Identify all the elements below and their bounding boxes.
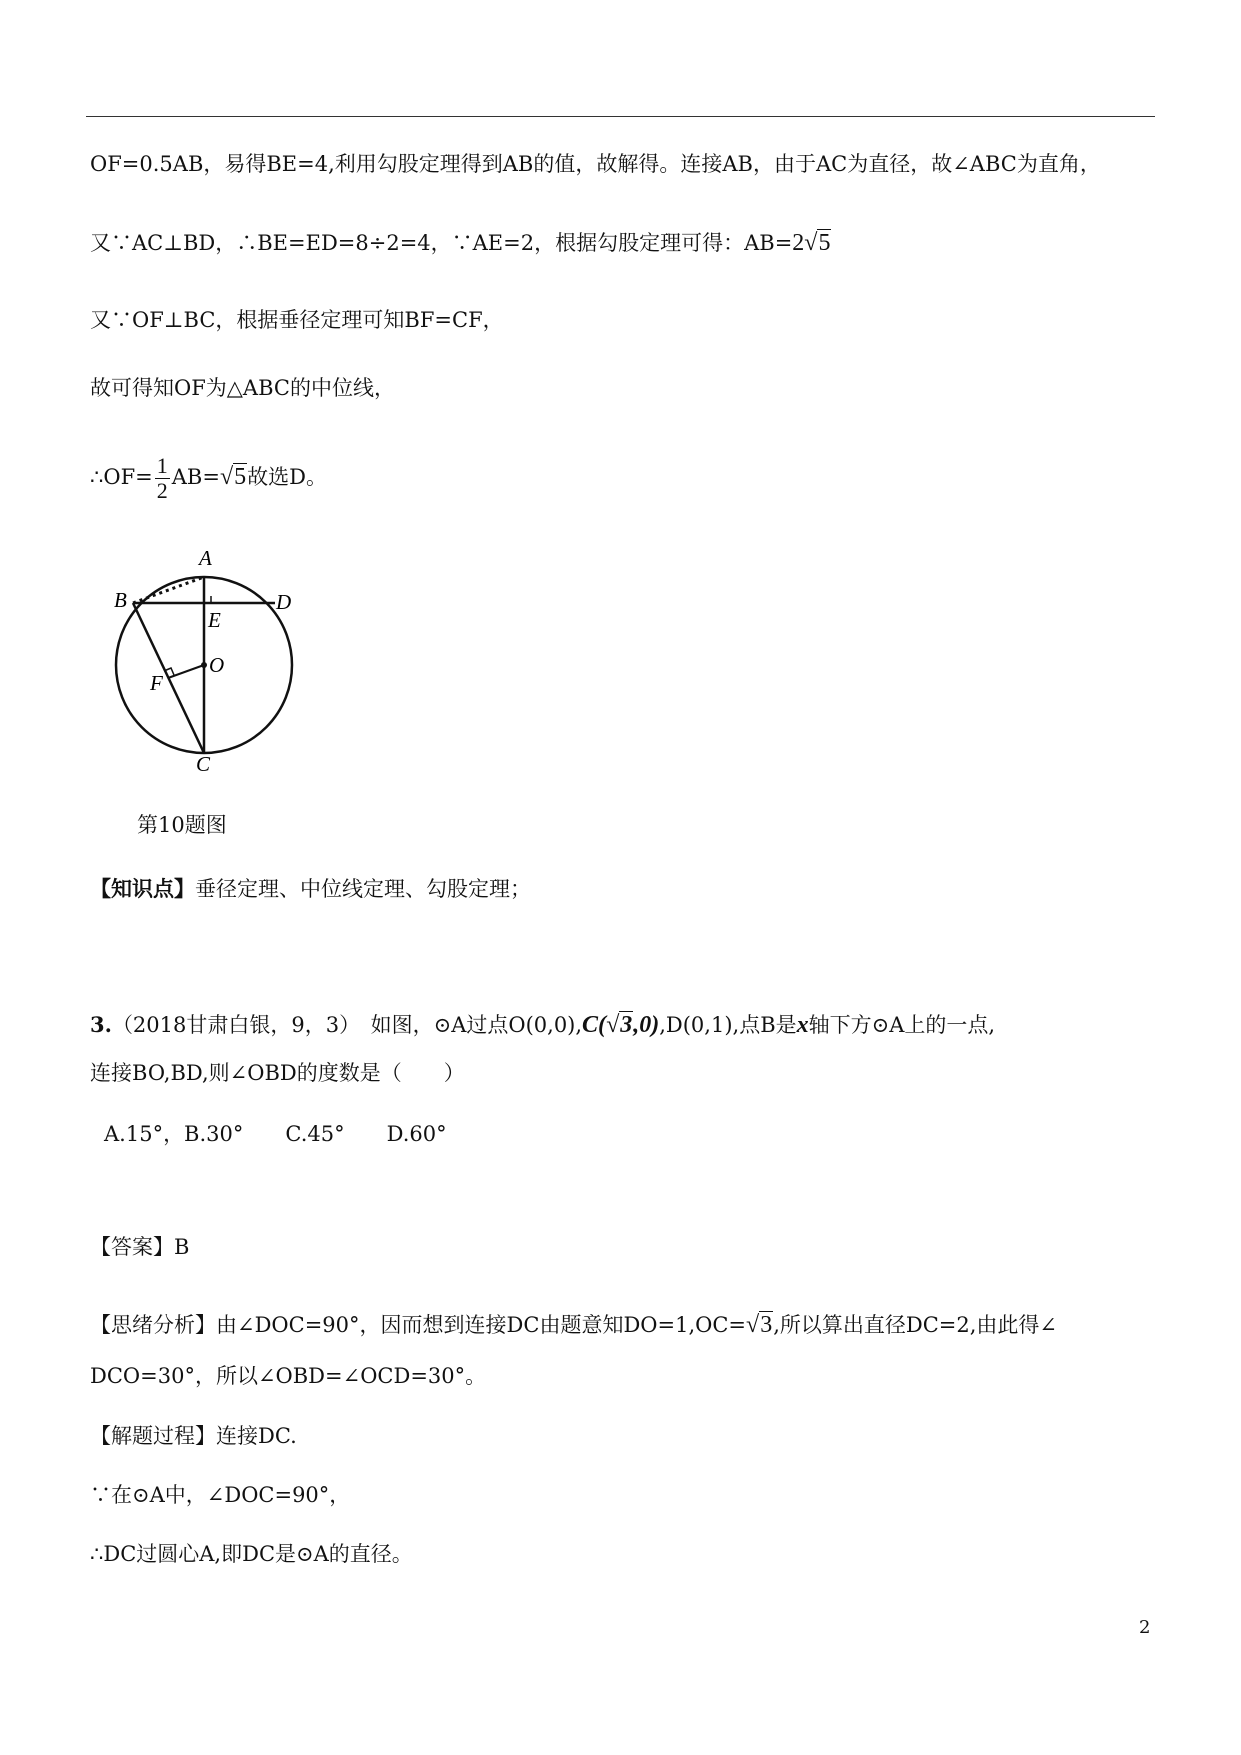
text-line-4: 故可得知OF为△ABC的中位线， [90, 376, 395, 400]
text-line-3: 又∵OF⊥BC，根据垂径定理可知BF=CF， [90, 308, 504, 332]
text-line-2 [90, 228, 831, 258]
radicand-5: 5 [818, 230, 831, 256]
sqrt-5-result: √5 [219, 464, 247, 490]
center-point-o [201, 662, 207, 668]
text-line-5-post: 故选D。 [247, 465, 327, 489]
solution-line-1 [90, 1421, 297, 1451]
ab-coefficient: 2 [792, 230, 805, 256]
analysis-line-1 [90, 1310, 1057, 1340]
question-text-1: 如图，⊙A过点O(0,0), [370, 1013, 583, 1037]
label-c: C [196, 752, 211, 775]
label-a: A [199, 546, 212, 570]
question-number: 3. [90, 1012, 112, 1037]
segment-of [168, 665, 204, 678]
question-line-2: 连接BO,BD,则∠OBD的度数是（ ） [90, 1061, 465, 1085]
header-rule [86, 116, 1155, 117]
geometry-figure [110, 535, 310, 775]
question-text-3: 轴下方⊙A上的一点, [808, 1013, 996, 1037]
point-c-pre: C( [582, 1012, 607, 1038]
knowledge-line [90, 874, 531, 904]
analysis-tag: 【思绪分析】 [90, 1313, 216, 1337]
solution-text: 连接DC. [216, 1424, 297, 1448]
text-line-2-body: 又∵AC⊥BD，∴BE=ED=8÷2=4，∵AE=2，根据勾股定理可得：AB= [90, 231, 793, 255]
radicand-3-c: 3 [620, 1012, 633, 1038]
page-number: 2 [1139, 1617, 1151, 1638]
sqrt-3-c: √3 [606, 1012, 633, 1038]
radicand-3-analysis: 3 [760, 1312, 773, 1338]
dotted-ab [133, 577, 204, 603]
question-line-1 [90, 1010, 995, 1040]
sqrt-3-analysis: √3 [746, 1312, 773, 1338]
fraction-denominator: 2 [156, 478, 168, 503]
answer-line [90, 1232, 189, 1262]
radicand-5-result: 5 [234, 464, 247, 490]
analysis-text-2: ,所以算出直径DC=2,由此得∠ [773, 1313, 1057, 1337]
question-source: （2018甘肃白银，9，3） [111, 1013, 350, 1037]
solution-line-3: ∴DC过圆心A,即DC是⊙A的直径。 [90, 1542, 413, 1566]
answer-value: B [174, 1235, 190, 1259]
analysis-line-2: DCO=30°，所以∠OBD=∠OCD=30°。 [90, 1364, 487, 1388]
sqrt-5: √5 [804, 230, 831, 256]
knowledge-text: 垂径定理、中位线定理、勾股定理； [195, 877, 531, 901]
text-line-5 [90, 450, 327, 504]
fraction-half [155, 454, 170, 503]
knowledge-tag: 【知识点】 [90, 876, 195, 901]
solution-tag: 【解题过程】 [90, 1424, 216, 1448]
answer-tag: 【答案】 [90, 1235, 174, 1259]
x-variable: x [796, 1012, 809, 1038]
label-e: E [208, 608, 221, 632]
analysis-text-1: 由∠DOC=90°，因而想到连接DC由题意知DO=1,OC= [216, 1313, 747, 1337]
question-options: A.15°，B.30° C.45° D.60° [104, 1122, 447, 1146]
figure-caption: 第10题图 [137, 813, 227, 837]
label-o: O [209, 653, 225, 677]
point-c [582, 1012, 659, 1038]
ab-value [792, 230, 831, 256]
text-line-5-pre: ∴OF= [90, 465, 153, 489]
label-f: F [150, 671, 163, 695]
fraction-numerator: 1 [156, 453, 168, 478]
question-text-2: ,D(0,1),点B是 [659, 1013, 797, 1037]
solution-line-2: ∵在⊙A中，∠DOC=90°， [90, 1483, 351, 1507]
text-line-1: OF=0.5AB，易得BE=4,利用勾股定理得到AB的值，故解得。连接AB，由于AC为直径，故∠ABC为直角， [90, 152, 1101, 176]
label-b: B [114, 588, 127, 612]
label-d: D [276, 590, 292, 614]
point-c-post: ,0) [633, 1012, 660, 1038]
text-line-5-mid: AB= [171, 465, 220, 489]
